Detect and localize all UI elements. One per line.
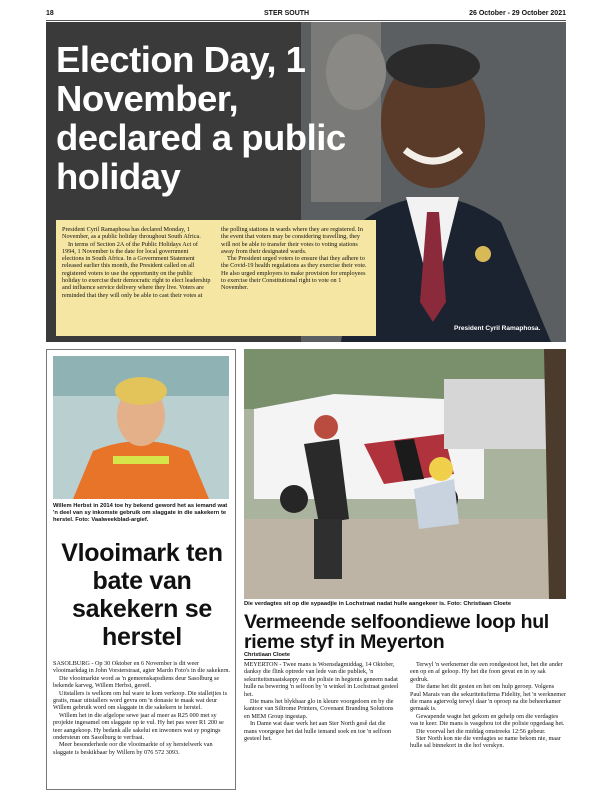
top-story-body (56, 220, 376, 336)
left-paragraph: Die vlooimarkte word as 'n gemeenskapsdiens deur Sasolburg se bekende karveg, Willem Herbst, gereël. (53, 674, 220, 690)
top-paragraph: In terms of Section 2A of the Public Holidays Act of 1994, 1 November is the date for local government elections in South Africa. In a Government Statement released earlier this month, the President called on all registered voters to use the opportunity on the public holiday to exercise their democratic right to elect leadership and influence service delivery where they live. Voters are reminded that they will only be able to cast their votes at the polling stations in wards where they are registered. In the event that voters may be considering travelling, they will not be able to transfer their votes to voting stations away from their designated wards. (62, 226, 363, 299)
header-rule (46, 20, 566, 21)
left-story (46, 349, 236, 790)
right-headline: Vermeende selfoondiewe loop hul rieme styf in Meyerton (244, 611, 549, 653)
right-paragraph: Terwyl 'n werknemer die een rondgestoot het, het die ander een op en af geloop. Hy het die foon gevat en in sy sak gedruk. (410, 661, 563, 683)
herbst-photo (53, 356, 229, 499)
left-photo-caption: Willem Herbst in 2014 toe hy bekend geword het as iemand wat 'n deel van sy inkomste gebruik om slaggate in die sakekern te herstel. Foto: Vaalweekblad-argief. (53, 503, 228, 523)
right-paragraph: Ster North kon nie die verdagtes se name bekom nie, maar hulle sal binnekort in die hof verskyn. (410, 735, 561, 750)
left-paragraph: Meer besonderhede oor die vlooimarkte of sy herstelwerk van slaggate is beskikbaar by Willem by 076 572 3093. (53, 741, 213, 756)
page-number: 18 (46, 10, 54, 17)
top-paragraph: The President urged voters to ensure that they adhere to the Covid-19 health regulations as they exercise their vote. He also urged employers to make provision for employees to exercise their Constitutional right to vote on 1 November. (221, 255, 367, 292)
right-photo-caption: Die verdagtes sit op die sypaadjie in Lochstraat nadat hulle aangekeer is. Foto: Christiaan Cloete (244, 601, 512, 607)
right-paragraph: Die mans het blykbaar glo in kleure voorgedoen en by die kantoor van Siltrome Printers, Covenant Branding Solutions en MEM Group ingestap. (244, 698, 394, 720)
byline: Christiaan Cloete (244, 652, 291, 658)
right-paragraph: MEYERTON - Twee mans is Woensdagmiddag, 14 Oktober, danksy die flink optrede van lede van die publiek, 'n sekuriteitsmaatskappy en die polisie in hegtenis geneem nadat hulle na bewering 'n selfoon by 'n winkel in Lochstraat gesteel het. (244, 661, 399, 698)
left-paragraph: Uitstallers is welkom om hul ware te kom verkoop. Die stalletjies is gratis, maar uitstallers word gevra om 'n donasie te maak wat deur Willem gebruik word om slaggate in die sakekern te herstel. (53, 689, 228, 712)
left-headline: Vlooimark ten bate van sakekern se herstel (61, 539, 223, 651)
top-photo-caption: President Cyril Ramaphosa. (454, 325, 541, 332)
right-paragraph: In Dame wat daar werk het aan Ster North gesê dat die mans voorgegee het dat hulle iemand soek en toe 'n selfoon gesteel het. (244, 720, 392, 743)
right-paragraph: Die voorval het die middag omstreeks 12:56 gebeur. (416, 727, 546, 735)
section-name: STER SOUTH (264, 10, 310, 17)
left-paragraph: SASOLBURG - Op 30 Oktober en 6 November is dit weer vlooimarkdag in John Vorsterstraat, agter Mardo Foto's in die sakekern. (53, 660, 231, 675)
page-header (46, 8, 566, 20)
top-story (46, 22, 566, 342)
right-paragraph: Die dame het dit gesien en het om hulp geroep. Volgens Paul Marais van die sekuriteitsfirma Fidelity, het 'n werknemer die mans agtervolg terwyl daar 'n oproep na die beheerkamer gemaak is. (410, 683, 566, 713)
top-headline: Election Day, 1 November, declared a public holiday (56, 39, 346, 197)
left-story-body (53, 660, 231, 756)
right-paragraph: Gewapende wagte het gekom en gehelp om die verdagtes vas te keer. Die mans is vasgehou tot die polisie opgedaag het. (410, 712, 565, 728)
top-paragraph: President Cyril Ramaphosa has declared Monday, 1 November, as a public holiday throughout South Africa. (62, 226, 201, 241)
issue-date: 26 October - 29 October 2021 (469, 10, 566, 17)
arrest-photo (244, 349, 566, 599)
left-paragraph: Willem het in die afgelope sewe jaar al meer as R25 000 met sy projekte ingesamel om slaggate op te vul. Hy het pas weer R1 200 se teer aangekoop. Hy bedank alle sakelui en inwoners wat sy pogings ondersteun om Sasolburg te verfraai. (53, 711, 224, 742)
right-story-body (244, 661, 566, 789)
